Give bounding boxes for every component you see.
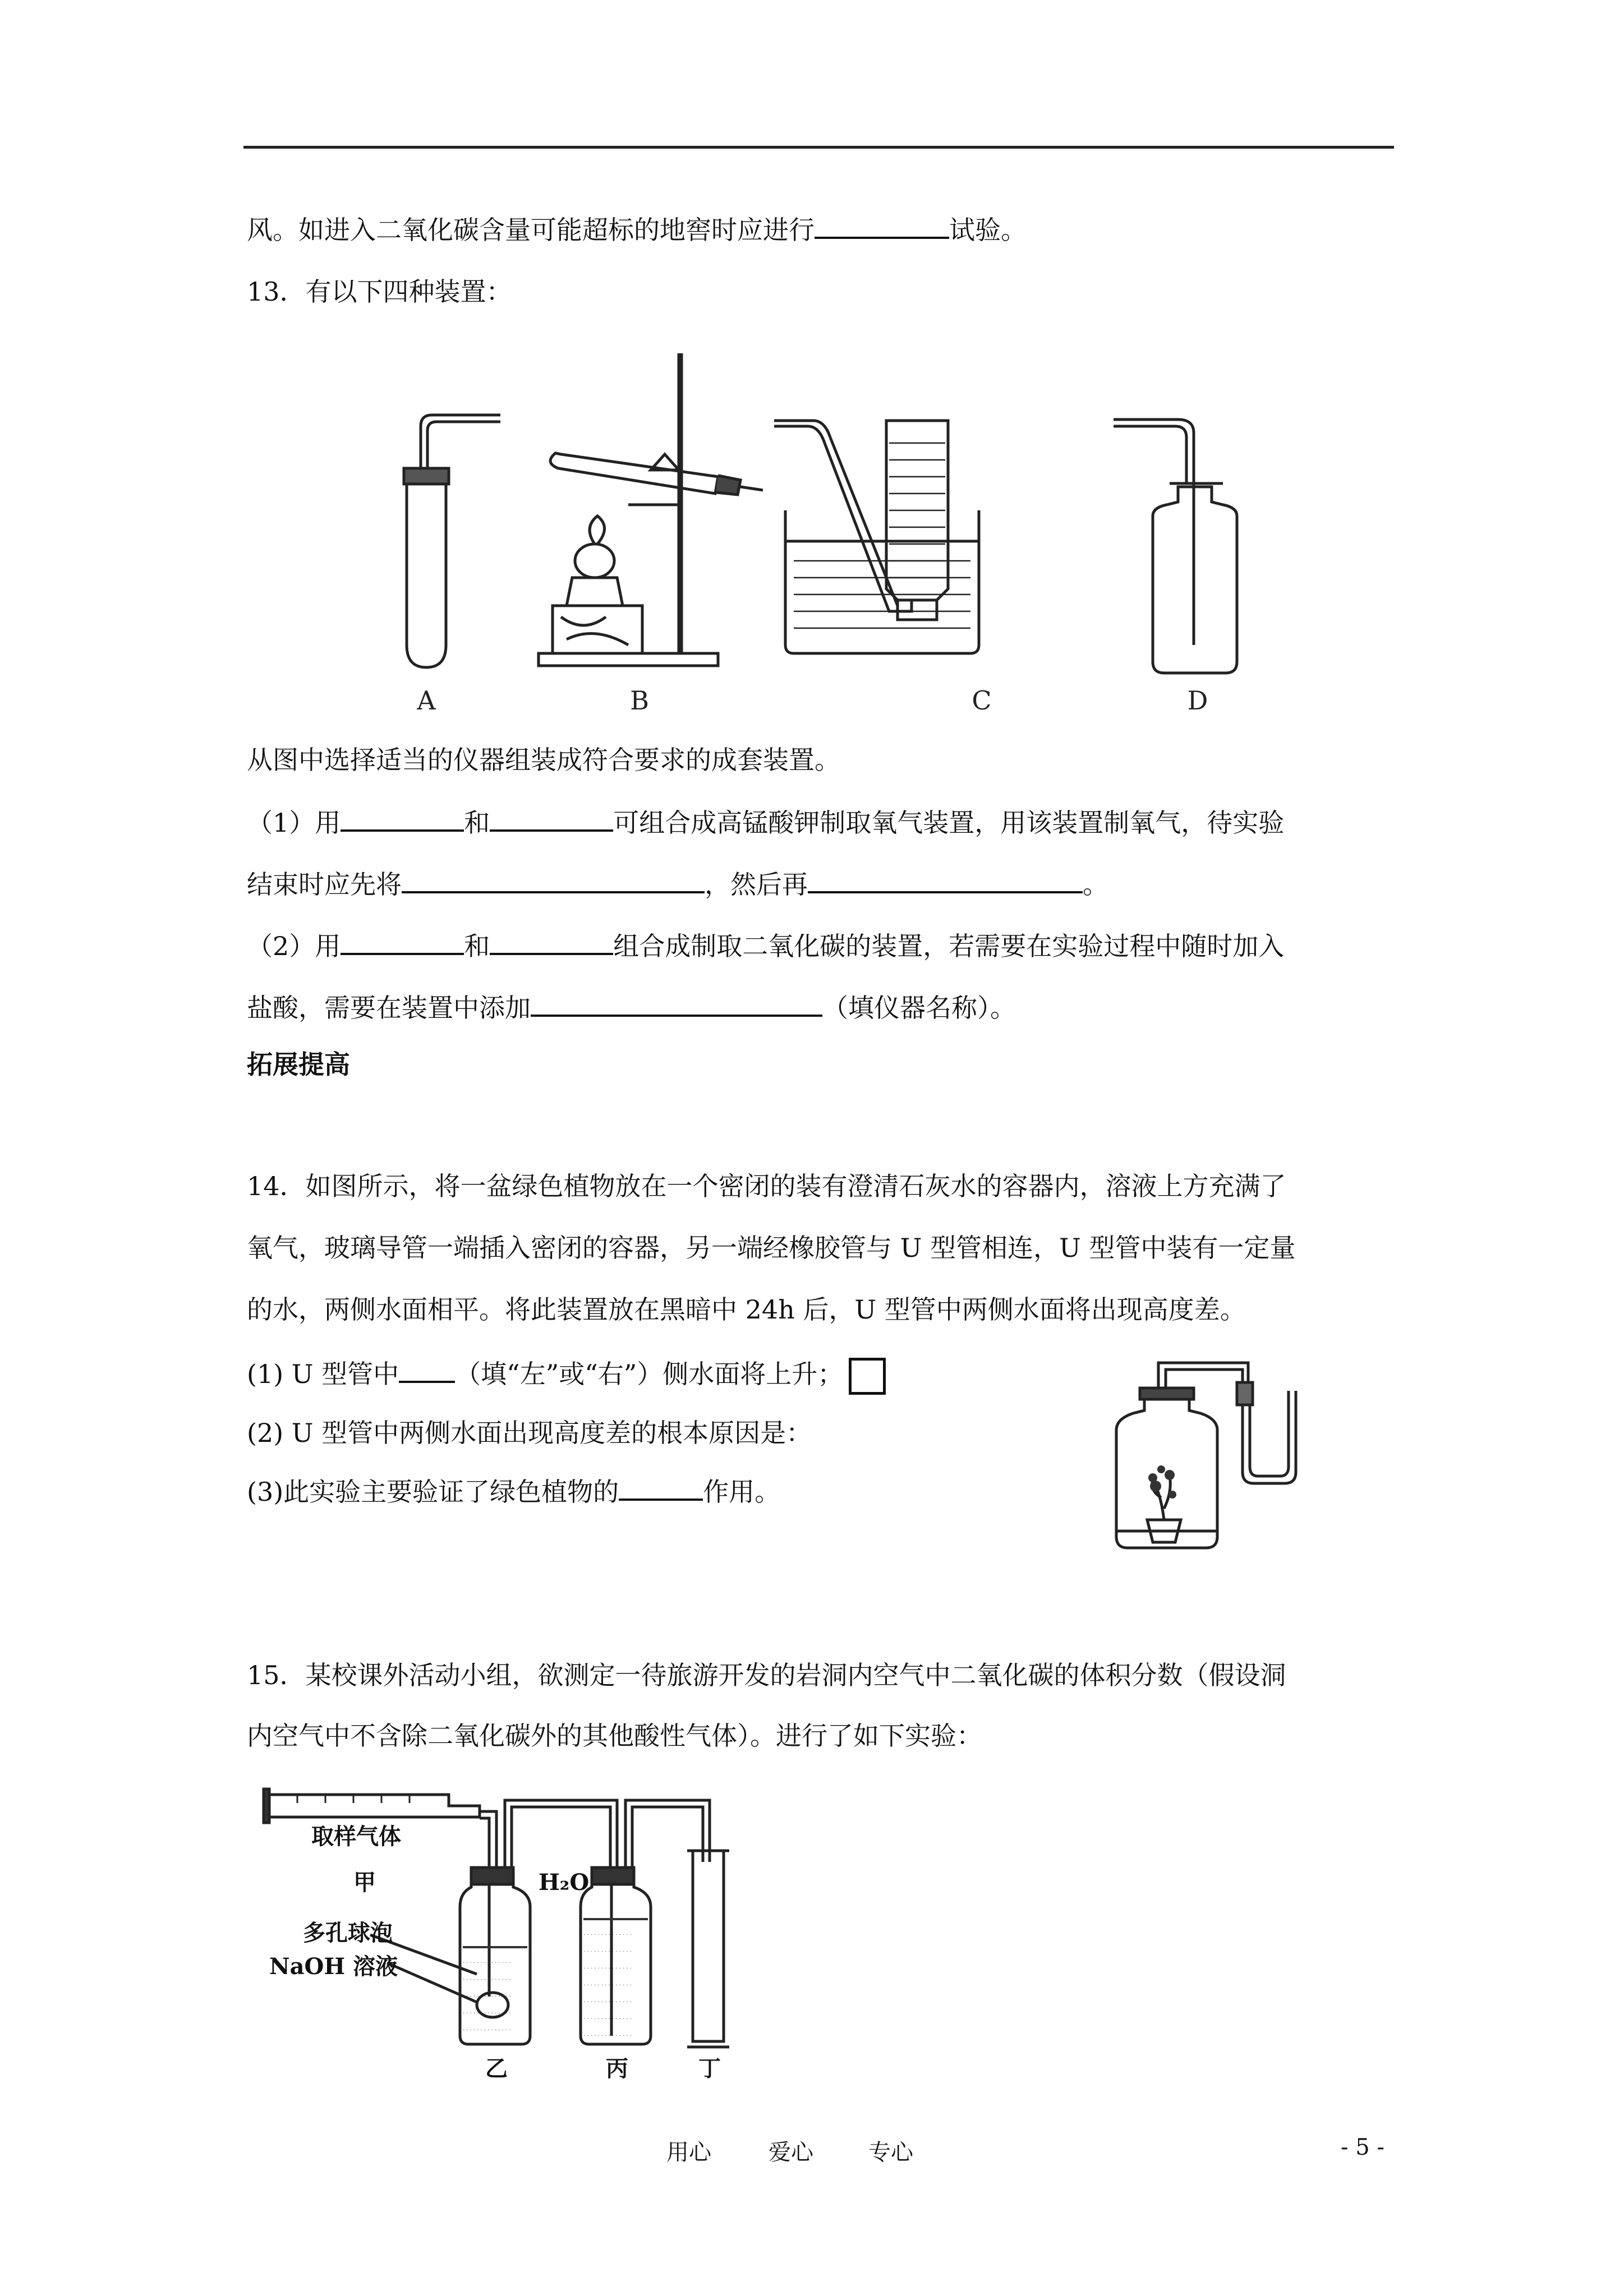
q13-p1-blank-1[interactable] xyxy=(341,805,464,832)
q13-p1-blank-2[interactable] xyxy=(490,805,613,832)
q14-blank-1[interactable] xyxy=(399,1356,455,1383)
answer-box[interactable] xyxy=(849,1358,886,1395)
svg-text:. . . . . . . . . . . . . .: . . . . . . . . . . . . . . xyxy=(583,1930,632,1937)
svg-text:. . . . . . . . . . . . . .: . . . . . . . . . . . . . . xyxy=(463,1958,511,1965)
q15-apparatus-figure xyxy=(247,1778,797,2081)
q14-blank-2[interactable] xyxy=(619,1474,703,1501)
footer-motto-3: 专心 xyxy=(868,2140,913,2165)
q13-part2-line2: 盐酸，需要在装置中添加 （填仪器名称）。 xyxy=(247,990,1016,1025)
svg-text:. . . . . . . . . . . . . .: . . . . . . . . . . . . . . xyxy=(463,2009,511,2015)
svg-text:. . . . . . . . . . . . . .: . . . . . . . . . . . . . . xyxy=(463,1975,511,1981)
apparatus-c xyxy=(774,421,979,653)
q12-blank[interactable] xyxy=(815,212,949,239)
q14-line1: 14．如图所示，将一盆绿色植物放在一个密闭的装有澄清石灰水的容器内，溶液上方充满了 xyxy=(247,1171,1286,1201)
svg-text:. . . . . . . . . . . . . .: . . . . . . . . . . . . . . xyxy=(463,2026,511,2032)
fig-label-yi: 乙 xyxy=(485,2055,508,2081)
svg-text:. . . . . . . . . . . . . .: . . . . . . . . . . . . . . xyxy=(463,1992,511,1998)
q13-apparatus-figure xyxy=(381,342,1257,723)
footer-motto-2: 爱心 xyxy=(769,2140,813,2165)
q14-sub2: (2) U 型管中两侧水面出现高度差的根本原因是： xyxy=(247,1418,812,1448)
q13-p1-blank-3[interactable] xyxy=(402,866,705,893)
page-number: - 5 - xyxy=(1341,2134,1384,2160)
apparatus-label-b: B xyxy=(630,685,649,716)
q13-part2-line1: （2）用 和 组合成制取二氧化碳的装置，若需要在实验过程中随时加入 xyxy=(247,928,1284,963)
apparatus-d xyxy=(1114,419,1237,673)
q14-line3: 的水，两侧水面相平。将此装置放在黑暗中 24h 后，U 型管中两侧水面将出现高度差。 xyxy=(247,1294,1246,1325)
q15-line1: 15．某校课外活动小组，欲测定一待旅游开发的岩洞内空气中二氧化碳的体积分数（假设洞 xyxy=(247,1660,1286,1690)
apparatus-label-c: C xyxy=(972,685,992,716)
q14-apparatus-figure xyxy=(1105,1357,1341,1559)
svg-text:. . . . . . . . . . . . . .: . . . . . . . . . . . . . . xyxy=(583,1947,632,1953)
header-rule xyxy=(243,146,1394,149)
q15-line2: 内空气中不含除二氧化碳外的其他酸性气体）。进行了如下实验： xyxy=(247,1721,982,1751)
apparatus-b xyxy=(539,353,763,666)
q12-line: 风。如进入二氧化碳含量可能超标的地窖时应进行 试验。 xyxy=(247,212,1027,247)
section-heading: 拓展提高 xyxy=(247,1049,350,1080)
apparatus-label-d: D xyxy=(1187,685,1208,716)
fig-label-bulb: 多孔球泡 xyxy=(303,1920,393,1946)
q13-part1-line1: （1）用 和 可组合成高锰酸钾制取氧气装置，用该装置制氧气，待实验 xyxy=(247,805,1284,840)
apparatus-a xyxy=(404,415,500,667)
fig-label-naoh: NaOH 溶液 xyxy=(269,1953,398,1980)
fig-label-ding: 丁 xyxy=(698,2055,721,2081)
q14-sub3: (3)此实验主要验证了绿色植物的 作用。 xyxy=(247,1474,780,1509)
footer-motto-1: 用心 xyxy=(666,2140,711,2165)
q13-p2-blank-3[interactable] xyxy=(531,990,822,1017)
q13-part1-line2: 结束时应先将 ，然后再 。 xyxy=(247,866,1108,901)
q14-line2: 氧气，玻璃导管一端插入密闭的容器，另一端经橡胶管与 U 型管相连，U 型管中装有一定量 xyxy=(247,1233,1296,1263)
fig-label-bing: 丙 xyxy=(606,2055,628,2081)
fig-label-sample: 取样气体 xyxy=(311,1823,401,1850)
q13-intro: 从图中选择适当的仪器组装成符合要求的成套装置。 xyxy=(247,745,840,775)
q14-sub1: (1) U 型管中 （填“左”或“右”）侧水面将上升； xyxy=(247,1356,886,1395)
q13-p2-blank-1[interactable] xyxy=(341,928,464,955)
svg-text:. . . . . . . . . . . . . .: . . . . . . . . . . . . . . xyxy=(583,1964,632,1970)
svg-text:. . . . . . . . . . . . . .: . . . . . . . . . . . . . . xyxy=(583,2014,632,2021)
q13-p2-blank-2[interactable] xyxy=(490,928,613,955)
q13-p1-blank-4[interactable] xyxy=(808,866,1083,893)
svg-text:. . . . . . . . . . . . . .: . . . . . . . . . . . . . . xyxy=(583,2031,632,2037)
fig-label-water: H₂O xyxy=(539,1869,590,1896)
apparatus-label-a: A xyxy=(417,685,436,716)
svg-text:. . . . . . . . . . . . . .: . . . . . . . . . . . . . . xyxy=(583,1981,632,1987)
svg-text:. . . . . . . . . . . . . .: . . . . . . . . . . . . . . xyxy=(583,1998,632,2004)
fig-label-jia: 甲 xyxy=(353,1869,376,1896)
q13-title: 13．有以下四种装置： xyxy=(247,276,512,307)
